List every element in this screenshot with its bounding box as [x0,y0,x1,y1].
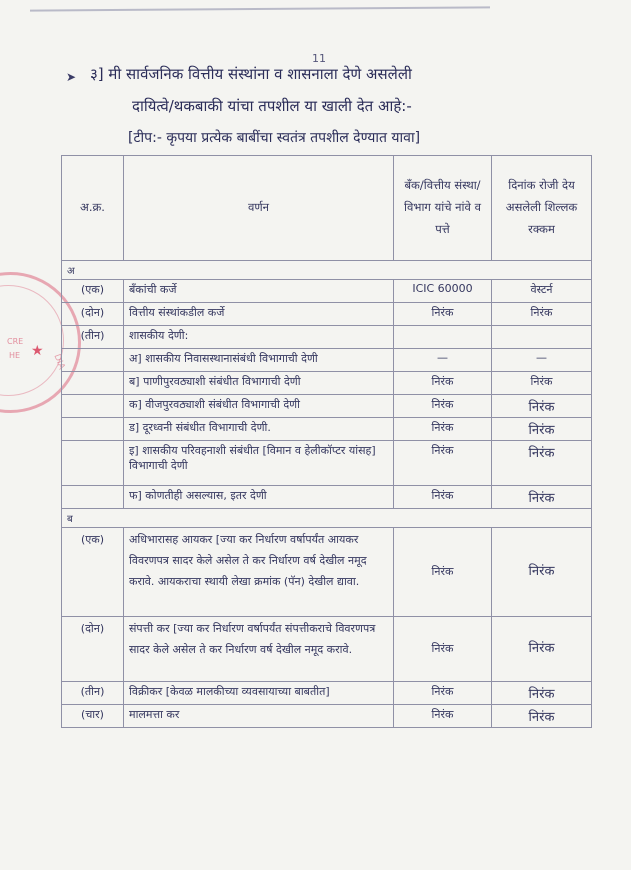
header-sr: अ.क्र. [62,156,124,261]
row-balance: निरंक [492,705,592,728]
row-sr: (दोन) [62,303,124,326]
row-balance: — [492,349,592,372]
row-sr [62,441,124,486]
bullet-arrow-icon: ➤ [66,70,77,84]
table-row [62,617,592,682]
section-a-row [62,261,592,280]
table-row [62,280,592,303]
row-balance: निरंक [492,528,592,617]
row-institution: निरंक [394,395,492,418]
row-institution: निरंक [394,705,492,728]
row-sr: (चार) [62,705,124,728]
row-sr [62,486,124,509]
header-institution: बँक/वित्तीय संस्था/विभाग यांचे नांवे व पत्ते [394,156,492,261]
row-description: बँकांची कर्जे [124,280,394,303]
row-balance: निरंक [492,418,592,441]
page-number: 11 [312,52,326,65]
row-balance: निरंक [492,486,592,509]
row-description: ब] पाणीपुरवठ्याशी संबंधीत विभागाची देणी [124,372,394,395]
section-a-label: अ [62,261,592,280]
liabilities-table [61,155,592,728]
header-balance: दिनांक रोजी देय असलेली शिल्लक रक्कम [492,156,592,261]
table-row [62,395,592,418]
table-row [62,303,592,326]
row-balance: निरंक [492,682,592,705]
row-sr [62,372,124,395]
row-balance: निरंक [492,441,592,486]
row-institution: निरंक [394,528,492,617]
row-institution: निरंक [394,682,492,705]
section-b-row [62,509,592,528]
table-row [62,441,592,486]
row-description: क] वीजपुरवठ्याशी संबंधीत विभागाची देणी [124,395,394,418]
row-description: वित्तीय संस्थांकडील कर्जे [124,303,394,326]
row-description: अधिभारासह आयकर [ज्या कर निर्धारण वर्षापर्यंत आयकर विवरणपत्र सादर केले असेल ते कर निर्धारण वर्ष देखील नमूद करावे. आयकराचा स्थायी लेखा क्रमांक (पॅन) देखील द्यावा. [124,528,394,617]
row-description: फ] कोणतीही असल्यास, इतर देणी [124,486,394,509]
row-balance: निरंक [492,372,592,395]
star-icon: ★ [31,343,44,359]
table-row [62,418,592,441]
row-balance: निरंक [492,303,592,326]
row-sr: (तीन) [62,326,124,349]
heading-line-1: ३] मी सार्वजनिक वित्तीय संस्थांना व शासनाला देणे असलेली [90,65,412,83]
row-institution: निरंक [394,486,492,509]
row-balance [492,326,592,349]
row-institution [394,326,492,349]
row-description: अ] शासकीय निवासस्थानासंबंधी विभागाची देणी [124,349,394,372]
header-description: वर्णन [124,156,394,261]
official-seal-stamp: CRE HE ★ DIA [0,272,81,413]
table-row [62,326,592,349]
row-description: इ] शासकीय परिवहनाशी संबंधीत [विमान व हेलीकॉप्टर यांसह] विभागाची देणी [124,441,394,486]
heading-note: [टीप:- कृपया प्रत्येक बाबींचा स्वतंत्र तपशील देण्यात यावा] [128,130,421,146]
row-sr [62,418,124,441]
row-sr: (एक) [62,280,124,303]
table-row [62,682,592,705]
row-balance: वेस्टर्न [492,280,592,303]
row-institution: निरंक [394,617,492,682]
row-balance: निरंक [492,395,592,418]
row-description: शासकीय देणी: [124,326,394,349]
row-institution: निरंक [394,372,492,395]
section-b-label: ब [62,509,592,528]
table-row [62,349,592,372]
row-institution: ICIC 60000 [394,280,492,303]
table-header-row [62,156,592,261]
row-balance: निरंक [492,617,592,682]
table-row [62,528,592,617]
row-description: मालमत्ता कर [124,705,394,728]
row-description: संपत्ती कर [ज्या कर निर्धारण वर्षापर्यंत संपत्तीकराचे विवरणपत्र सादर केले असेल ते कर निर्धारण वर्ष देखील नमूद करावे. [124,617,394,682]
row-institution: निरंक [394,418,492,441]
row-sr: (एक) [62,528,124,617]
row-institution: — [394,349,492,372]
row-institution: निरंक [394,441,492,486]
row-institution: निरंक [394,303,492,326]
heading-line-2: दायित्वे/थकबाकी यांचा तपशील या खाली देत आहे:- [132,97,412,115]
row-description: ड] दूरध्वनी संबंधीत विभागाची देणी. [124,418,394,441]
table-row [62,372,592,395]
row-sr: (तीन) [62,682,124,705]
row-description: विक्रीकर [केवळ मालकीच्या व्यवसायाच्या बाबतीत] [124,682,394,705]
table-row [62,486,592,509]
row-sr [62,349,124,372]
table-row [62,705,592,728]
row-sr: (दोन) [62,617,124,682]
top-border-line [30,6,490,11]
row-sr [62,395,124,418]
